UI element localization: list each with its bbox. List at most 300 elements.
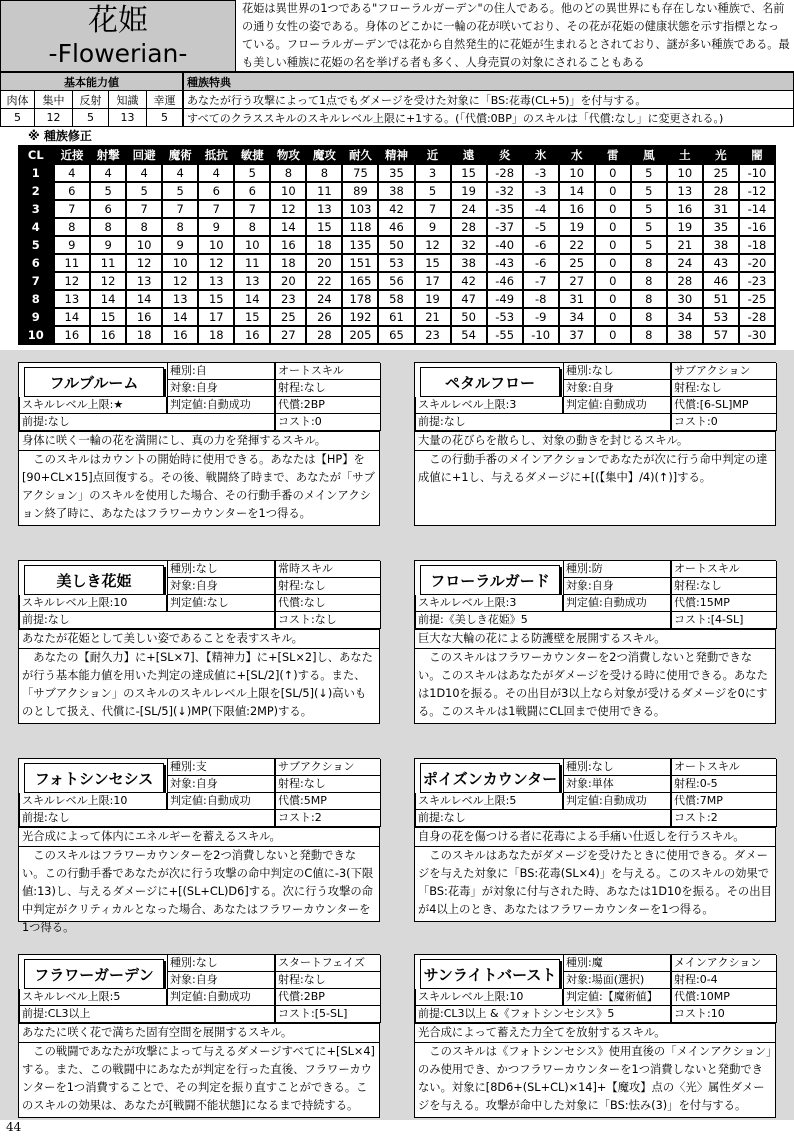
- modifier-cl: 3: [18, 200, 54, 218]
- skill-flavor: 光合成によって体内にエネルギーを蓄えるスキル。: [19, 827, 379, 846]
- skill-type: 種別:自: [167, 363, 275, 380]
- skill-target: 対象:自身: [563, 578, 671, 595]
- modifier-header: 雷: [595, 145, 631, 165]
- modifier-cell: -6: [523, 254, 559, 272]
- modifier-title: ※ 種族修正: [28, 129, 92, 143]
- modifier-cell: 18: [306, 236, 342, 254]
- modifier-cell: 3: [415, 165, 451, 182]
- modifier-cell: 25: [270, 308, 306, 326]
- skill-flavor: あなたが花姫として美しい姿であることを表すスキル。: [19, 629, 379, 648]
- modifier-cell: 24: [451, 200, 487, 218]
- trait-line: すべてのクラススキルのスキルレベル上限に+1する。(「代償:0BP」のスキルは「代償:なし」に変更される。): [184, 109, 794, 127]
- skill-effect: この行動手番のメインアクションであなたが次に行う命中判定の達成値に+1し、与えるダメージに+[(【集中】/4)(↑)]する。: [415, 450, 775, 487]
- modifier-cell: 13: [126, 272, 162, 290]
- skill-flavor: 身体に咲く一輪の花を満開にし、真の力を発揮するスキル。: [19, 431, 379, 450]
- skill-judge: 判定値:自動成功: [167, 989, 275, 1006]
- modifier-cell: 4: [126, 165, 162, 182]
- modifier-cell: 27: [270, 326, 306, 344]
- modifier-header: 抵抗: [198, 145, 234, 165]
- skill-flavor: 光合成によって蓄えた力全てを放射するスキル。: [415, 1023, 775, 1042]
- modifier-cell: 13: [54, 290, 90, 308]
- modifier-cell: 16: [126, 308, 162, 326]
- race-name-en: -Flowerian-: [48, 39, 188, 68]
- modifier-cell: -55: [487, 326, 523, 344]
- modifier-cell: 12: [162, 272, 198, 290]
- modifier-cell: 8: [631, 308, 667, 326]
- modifier-cell: -18: [739, 236, 775, 254]
- skill-level-cap: スキルレベル上限:5: [19, 989, 167, 1006]
- skill-level-cap: スキルレベル上限:10: [19, 595, 167, 612]
- modifier-cell: -20: [739, 254, 775, 272]
- skill-effect: このスキルはあなたがダメージを受けたときに使用できる。ダメージを与えた対象に「BS:花毒(SL×4)」を与える。このスキルの効果で「BS:花毒」が対象に付与された時、あなたは1D10を振る。その出目が4以上のとき、あなたはフラワーカウンターを1つ得る。: [415, 846, 775, 919]
- modifier-cell: 46: [703, 272, 739, 290]
- skill-card: [414, 560, 776, 724]
- modifier-cell: 5: [234, 165, 270, 182]
- modifier-cell: -12: [739, 182, 775, 200]
- skill-level-cap: スキルレベル上限:3: [415, 595, 563, 612]
- modifier-cell: 10: [559, 165, 595, 182]
- modifier-cell: 9: [162, 236, 198, 254]
- modifier-cell: 118: [342, 218, 378, 236]
- modifier-cell: 7: [234, 200, 270, 218]
- modifier-header: 風: [631, 145, 667, 165]
- modifier-cell: 25: [559, 254, 595, 272]
- skill-range: 射程:なし: [275, 578, 381, 595]
- skill-cost: 代償:2BP: [275, 989, 381, 1006]
- page-number: 44: [6, 1120, 22, 1134]
- modifier-cell: 13: [306, 200, 342, 218]
- modifier-cell: 58: [378, 290, 414, 308]
- modifier-cell: -10: [523, 326, 559, 344]
- skill-range: 射程:なし: [671, 578, 777, 595]
- modifier-cell: -4: [523, 200, 559, 218]
- modifier-header: 回避: [126, 145, 162, 165]
- modifier-row: [18, 326, 775, 344]
- modifier-cell: -6: [523, 236, 559, 254]
- modifier-cell: 23: [270, 290, 306, 308]
- modifier-cell: -46: [487, 272, 523, 290]
- modifier-cell: 34: [667, 308, 703, 326]
- modifier-cell: 5: [631, 218, 667, 236]
- modifier-cell: -23: [739, 272, 775, 290]
- modifier-cell: 192: [342, 308, 378, 326]
- modifier-cell: 7: [198, 200, 234, 218]
- skill-name: フォトシンセシス: [24, 763, 164, 793]
- skill-cost: 代償:15MP: [671, 595, 777, 612]
- modifier-cell: -7: [523, 272, 559, 290]
- skill-type: 種別:防: [563, 561, 671, 578]
- modifier-cell: 5: [126, 182, 162, 200]
- modifier-header: 耐久: [342, 145, 378, 165]
- modifier-cell: 11: [234, 254, 270, 272]
- skill-card: [18, 954, 380, 1118]
- modifier-cell: -25: [739, 290, 775, 308]
- modifier-cell: 10: [270, 182, 306, 200]
- modifier-cell: 46: [378, 218, 414, 236]
- modifier-cell: 5: [162, 182, 198, 200]
- modifier-cell: 14: [126, 290, 162, 308]
- basic-stat-value: 13: [109, 109, 147, 127]
- modifier-cell: 47: [451, 290, 487, 308]
- skill-judge: 判定値:自動成功: [563, 793, 671, 810]
- modifier-cell: 16: [234, 326, 270, 344]
- skill-target: 対象:単体: [563, 776, 671, 793]
- modifier-cell: -37: [487, 218, 523, 236]
- modifier-header: 敏捷: [234, 145, 270, 165]
- modifier-cell: -43: [487, 254, 523, 272]
- skill-level-cap: スキルレベル上限:10: [415, 989, 563, 1006]
- modifier-header: 炎: [487, 145, 523, 165]
- basic-stat-label: 反射: [73, 91, 109, 109]
- modifier-cell: 151: [342, 254, 378, 272]
- skill-target: 対象:自身: [563, 380, 671, 397]
- modifier-row: [18, 290, 775, 308]
- modifier-cell: 8: [126, 218, 162, 236]
- skill-effect: あなたの【耐久力】に+[SL×7]、【精神力】に+[SL×2]し、あなたが行う基本能力値を用いた判定の達成値に+[SL/2](↑)する。また、「サブアクション」のスキルのスキルレベル上限を[SL/5](↓)高いものとして扱え、代償に-[SL/5](↓)MP(下限値:2MP)する。: [19, 648, 379, 721]
- skill-cost: 代償:なし: [275, 595, 381, 612]
- skill-range: 射程:なし: [275, 380, 381, 397]
- modifier-cell: 11: [306, 182, 342, 200]
- modifier-cell: -10: [739, 165, 775, 182]
- modifier-cell: 5: [90, 182, 126, 200]
- skill-flavor: 巨大な大輪の花による防護壁を展開するスキル。: [415, 629, 775, 648]
- modifier-cell: 28: [667, 272, 703, 290]
- modifier-cell: 8: [631, 272, 667, 290]
- modifier-cl: 7: [18, 272, 54, 290]
- modifier-cell: 16: [90, 326, 126, 344]
- modifier-cell: 42: [451, 272, 487, 290]
- modifier-cell: 19: [451, 182, 487, 200]
- modifier-header: 魔攻: [306, 145, 342, 165]
- skill-range: 射程:なし: [671, 380, 777, 397]
- modifier-cell: 31: [703, 200, 739, 218]
- skill-name: ポイズンカウンター: [420, 763, 560, 793]
- modifier-cl: 10: [18, 326, 54, 344]
- modifier-cell: 0: [595, 308, 631, 326]
- skill-range: 射程:なし: [275, 972, 381, 989]
- modifier-cl: 6: [18, 254, 54, 272]
- modifier-cell: 178: [342, 290, 378, 308]
- skill-type: 種別:支: [167, 759, 275, 776]
- modifier-cell: 23: [415, 326, 451, 344]
- skill-level-cap: スキルレベル上限:10: [19, 793, 167, 810]
- skill-type: 種別:なし: [167, 955, 275, 972]
- modifier-cell: 8: [306, 165, 342, 182]
- modifier-cl: 8: [18, 290, 54, 308]
- modifier-cell: 53: [703, 308, 739, 326]
- skill-type-detail: サブアクション: [671, 363, 777, 380]
- modifier-cell: 10: [198, 236, 234, 254]
- modifier-cell: 10: [234, 236, 270, 254]
- traits-title: 種族特典: [184, 73, 794, 91]
- modifier-cell: 24: [667, 254, 703, 272]
- modifier-cell: 32: [451, 236, 487, 254]
- skill-target: 対象:自身: [167, 972, 275, 989]
- modifier-cell: 20: [270, 272, 306, 290]
- modifier-cell: 22: [306, 272, 342, 290]
- modifier-cell: 5: [631, 236, 667, 254]
- race-header: [0, 0, 794, 72]
- modifier-cell: 15: [198, 290, 234, 308]
- modifier-cell: 0: [595, 200, 631, 218]
- modifier-cell: -49: [487, 290, 523, 308]
- modifier-cell: 14: [54, 308, 90, 326]
- skill-cost2: コスト:10: [671, 1006, 777, 1023]
- modifier-cell: 65: [378, 326, 414, 344]
- modifier-cell: 34: [559, 308, 595, 326]
- modifier-cell: -14: [739, 200, 775, 218]
- modifier-cell: 5: [631, 200, 667, 218]
- skill-cost: 代償:5MP: [275, 793, 381, 810]
- modifier-cell: 17: [415, 272, 451, 290]
- skill-prereq: 前提:なし: [19, 810, 275, 827]
- modifier-cl: 9: [18, 308, 54, 326]
- skill-cost2: コスト:[5-SL]: [275, 1006, 381, 1023]
- modifier-cell: 9: [54, 236, 90, 254]
- modifier-cell: 37: [559, 326, 595, 344]
- modifier-cell: 24: [306, 290, 342, 308]
- modifier-cell: 22: [559, 236, 595, 254]
- modifier-cell: 15: [306, 218, 342, 236]
- modifier-cell: 38: [451, 254, 487, 272]
- skill-type: 種別:なし: [563, 363, 671, 380]
- modifier-row: [18, 200, 775, 218]
- skill-flavor: 自身の花を傷つける者に花毒による手痛い仕返しを行うスキル。: [415, 827, 775, 846]
- modifier-cl: 5: [18, 236, 54, 254]
- modifier-header: 魔術: [162, 145, 198, 165]
- modifier-cl: 2: [18, 182, 54, 200]
- skill-effect: このスキルはフラワーカウンターを2つ消費しないと発動できない。この行動手番であなたが次に行う攻撃の命中判定のC値に-3(下限値:13)し、与えるダメージに+[(SL+CL)D6]する。次に行う攻撃の命中判定がクリティカルとなった場合、あなたはフラワーカウンターを1つ得る。: [19, 846, 379, 937]
- skill-flavor: 大量の花びらを散らし、対象の動きを封じるスキル。: [415, 431, 775, 450]
- modifier-header: 物攻: [270, 145, 306, 165]
- modifier-cell: 15: [451, 165, 487, 182]
- race-traits-table: [183, 72, 794, 127]
- skill-type-detail: オートスキル: [671, 561, 777, 578]
- modifier-header: 精神: [378, 145, 414, 165]
- modifier-cell: 10: [667, 165, 703, 182]
- modifier-cell: 16: [162, 326, 198, 344]
- skill-prereq: 前提:なし: [19, 414, 275, 431]
- race-name-box: [0, 0, 236, 72]
- modifier-row: [18, 165, 775, 182]
- skill-cost: 代償:[6-SL]MP: [671, 397, 777, 414]
- modifier-cell: 61: [378, 308, 414, 326]
- modifier-cell: 8: [54, 218, 90, 236]
- modifier-cell: 6: [234, 182, 270, 200]
- skill-name: フローラルガード: [420, 565, 560, 595]
- modifier-cell: 8: [631, 290, 667, 308]
- skill-card: [18, 758, 380, 934]
- modifier-cell: 16: [54, 326, 90, 344]
- modifier-header: 光: [703, 145, 739, 165]
- modifier-cell: 7: [126, 200, 162, 218]
- modifier-cell: -28: [487, 165, 523, 182]
- modifier-cell: 18: [198, 326, 234, 344]
- skill-level-cap: スキルレベル上限:5: [415, 793, 563, 810]
- skill-cost: 代償:10MP: [671, 989, 777, 1006]
- modifier-table: [18, 145, 776, 345]
- skill-type-detail: サブアクション: [275, 759, 381, 776]
- skill-name: 美しき花姫: [24, 565, 164, 595]
- skill-range: 射程:0-4: [671, 972, 777, 989]
- modifier-header: 射撃: [90, 145, 126, 165]
- skill-target: 対象:自身: [167, 776, 275, 793]
- modifier-cell: 14: [234, 290, 270, 308]
- skill-name: サンライトバースト: [420, 959, 560, 989]
- modifier-cell: 28: [451, 218, 487, 236]
- modifier-cell: 11: [54, 254, 90, 272]
- modifier-cell: -3: [523, 182, 559, 200]
- race-name-jp: 花姫: [88, 3, 148, 38]
- modifier-cell: 8: [631, 326, 667, 344]
- basic-stat-label: 集中: [35, 91, 73, 109]
- modifier-cell: 18: [126, 326, 162, 344]
- modifier-cell: 35: [703, 218, 739, 236]
- modifier-cell: 135: [342, 236, 378, 254]
- modifier-cell: 12: [126, 254, 162, 272]
- modifier-row: [18, 182, 775, 200]
- modifier-cell: 12: [54, 272, 90, 290]
- modifier-cell: 10: [162, 254, 198, 272]
- modifier-cell: 8: [234, 218, 270, 236]
- modifier-cell: 19: [559, 218, 595, 236]
- modifier-cell: 4: [198, 165, 234, 182]
- modifier-cell: 205: [342, 326, 378, 344]
- skill-cost: 代償:7MP: [671, 793, 777, 810]
- modifier-cell: 53: [378, 254, 414, 272]
- modifier-cell: 38: [667, 326, 703, 344]
- modifier-cell: 9: [198, 218, 234, 236]
- modifier-cell: 38: [703, 236, 739, 254]
- skill-cost2: コスト:2: [275, 810, 381, 827]
- modifier-cell: 4: [162, 165, 198, 182]
- modifier-cell: 19: [415, 290, 451, 308]
- skill-type-detail: オートスキル: [275, 363, 381, 380]
- skill-type: 種別:なし: [167, 561, 275, 578]
- modifier-cell: 17: [198, 308, 234, 326]
- modifier-cell: 28: [703, 182, 739, 200]
- skill-card: [18, 362, 380, 526]
- basic-stats-title: 基本能力値: [1, 73, 183, 91]
- skill-level-cap: スキルレベル上限:★: [19, 397, 167, 414]
- skill-effect: このスキルは《フォトシンセシス》使用直後の「メインアクション」のみ使用でき、かつフラワーカウンターを1つ消費しないと発動できない。対象に[8D6+(SL+CL)×14]+【魔攻】点の〈光〉属性ダメージを与える。攻撃が命中した対象に「BS:怯み(3)」を付与する。: [415, 1042, 775, 1115]
- modifier-cell: -40: [487, 236, 523, 254]
- modifier-cell: 13: [198, 272, 234, 290]
- basic-stat-label: 肉体: [1, 91, 35, 109]
- modifier-cell: 5: [631, 165, 667, 182]
- modifier-cell: 19: [667, 218, 703, 236]
- modifier-cell: 28: [306, 326, 342, 344]
- modifier-cell: 4: [90, 165, 126, 182]
- modifier-cell: -35: [487, 200, 523, 218]
- modifier-cell: 16: [667, 200, 703, 218]
- modifier-cell: 8: [631, 254, 667, 272]
- modifier-header: 遠: [451, 145, 487, 165]
- modifier-cell: 12: [270, 200, 306, 218]
- skill-type-detail: メインアクション: [671, 955, 777, 972]
- modifier-cell: 0: [595, 290, 631, 308]
- modifier-cell: 0: [595, 236, 631, 254]
- modifier-cell: 43: [703, 254, 739, 272]
- skill-prereq: 前提:なし: [415, 414, 671, 431]
- skill-judge: 判定値:自動成功: [563, 397, 671, 414]
- modifier-cell: 6: [198, 182, 234, 200]
- basic-stats-table: [0, 72, 183, 127]
- skill-area: [0, 350, 794, 1120]
- modifier-header: 近: [415, 145, 451, 165]
- modifier-cell: 16: [270, 236, 306, 254]
- basic-stat-value: 12: [35, 109, 73, 127]
- skill-cost2: コスト:0: [275, 414, 381, 431]
- modifier-cell: 15: [90, 308, 126, 326]
- skill-type-detail: オートスキル: [671, 759, 777, 776]
- skill-target: 対象:場面(選択): [563, 972, 671, 989]
- skill-type-detail: スタートフェイズ: [275, 955, 381, 972]
- modifier-row: [18, 272, 775, 290]
- skill-flavor: あなたに咲く花で満ちた固有空間を展開するスキル。: [19, 1023, 379, 1042]
- skill-cost2: コスト:2: [671, 810, 777, 827]
- modifier-cell: 16: [559, 200, 595, 218]
- trait-line: あなたが行う攻撃によって1点でもダメージを受けた対象に「BS:花毒(CL+5)」を付与する。: [184, 91, 794, 109]
- modifier-cell: 42: [378, 200, 414, 218]
- modifier-header: 近接: [54, 145, 90, 165]
- modifier-cell: 20: [306, 254, 342, 272]
- modifier-cell: 15: [234, 308, 270, 326]
- modifier-cell: 75: [342, 165, 378, 182]
- skill-name: ペタルフロー: [420, 367, 560, 397]
- modifier-row: [18, 308, 775, 326]
- modifier-header: CL: [18, 145, 54, 165]
- modifier-cell: 5: [415, 182, 451, 200]
- modifier-cell: 0: [595, 326, 631, 344]
- modifier-cl: 4: [18, 218, 54, 236]
- skill-target: 対象:自身: [167, 578, 275, 595]
- modifier-cell: 0: [595, 218, 631, 236]
- skill-judge: 判定値:【魔術値】: [563, 989, 671, 1006]
- skill-judge: 判定値:なし: [167, 595, 275, 612]
- modifier-cell: 10: [126, 236, 162, 254]
- skill-cost: 代償:2BP: [275, 397, 381, 414]
- modifier-cell: 56: [378, 272, 414, 290]
- modifier-cell: 11: [90, 254, 126, 272]
- modifier-cell: 8: [270, 165, 306, 182]
- skill-name: フルブルーム: [24, 367, 164, 397]
- modifier-cell: -5: [523, 218, 559, 236]
- modifier-cell: 35: [378, 165, 414, 182]
- modifier-cell: -8: [523, 290, 559, 308]
- skill-card: [414, 758, 776, 922]
- modifier-cell: 8: [162, 218, 198, 236]
- modifier-cell: 26: [306, 308, 342, 326]
- modifier-cell: 0: [595, 182, 631, 200]
- basic-stat-value: 5: [147, 109, 183, 127]
- modifier-cell: 12: [198, 254, 234, 272]
- skill-prereq: 前提:CL3以上: [19, 1006, 275, 1023]
- skill-card: [18, 560, 380, 724]
- modifier-cell: 30: [667, 290, 703, 308]
- modifier-cell: 9: [90, 236, 126, 254]
- modifier-cell: -16: [739, 218, 775, 236]
- modifier-cell: 8: [90, 218, 126, 236]
- modifier-cell: 12: [415, 236, 451, 254]
- modifier-cell: 13: [667, 182, 703, 200]
- modifier-cell: 38: [378, 182, 414, 200]
- modifier-cell: 0: [595, 254, 631, 272]
- race-description: 花姫は異世界の1つである"フローラルガーデン"の住人である。他のどの異世界にも存在しない種族で、名前の通り女性の姿である。身体のどこかに一輪の花が咲いており、その花が花姫の健康状態を示す指標となっている。フローラルガーデンでは花から自然発生的に花姫が生まれるとされており、謎が多い種族である。最も美しい種族に花姫の名を挙げる者も多く、人身売買の対象にされることもある: [242, 2, 790, 69]
- modifier-cell: -53: [487, 308, 523, 326]
- skill-judge: 判定値:自動成功: [563, 595, 671, 612]
- modifier-header: 土: [667, 145, 703, 165]
